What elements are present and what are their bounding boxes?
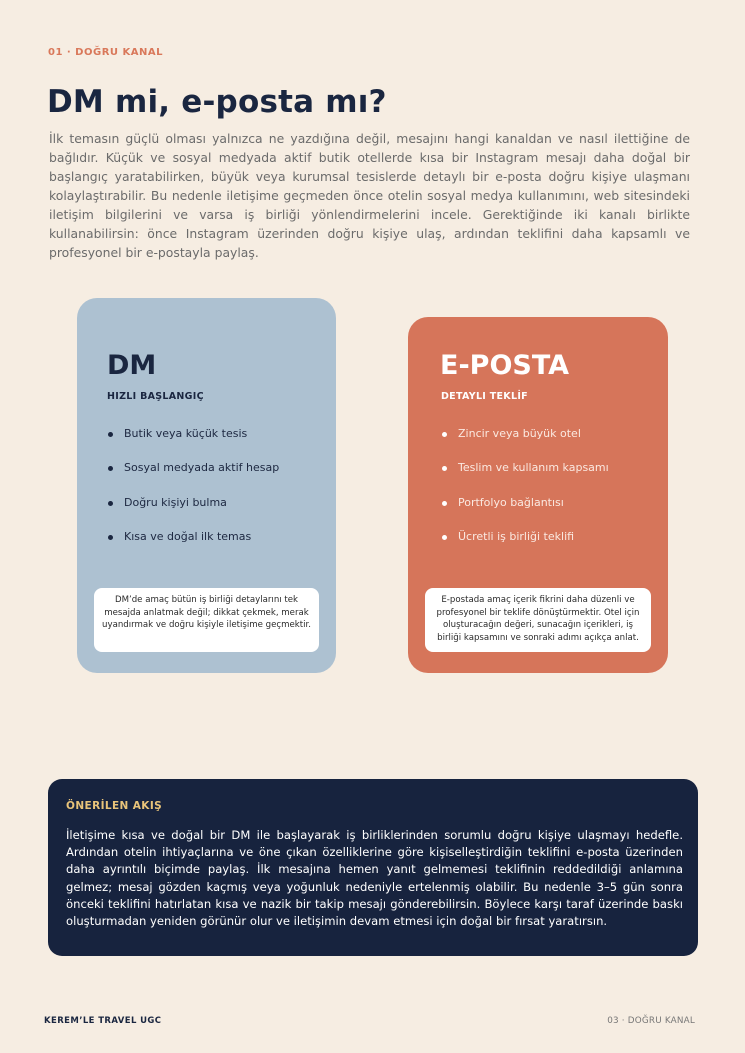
- email-card-title: E-POSTA: [440, 350, 570, 381]
- dm-card-subtitle: HIZLI BAŞLANGIÇ: [107, 391, 204, 402]
- bullet-icon: [442, 432, 447, 437]
- list-item-label: Kısa ve doğal ilk temas: [124, 529, 252, 543]
- section-kicker: 01 · DOĞRU KANAL: [48, 47, 163, 58]
- email-card-subtitle: DETAYLI TEKLİF: [441, 391, 528, 402]
- bullet-icon: [108, 501, 113, 506]
- list-item-label: Zincir veya büyük otel: [458, 427, 581, 440]
- bullet-icon: [108, 466, 113, 471]
- list-item-label: Portfolyo bağlantısı: [458, 495, 564, 509]
- page-title: DM mi, e-posta mı?: [47, 84, 387, 120]
- list-item: [441, 496, 609, 530]
- bullet-icon: [442, 535, 447, 540]
- flow-text: İletişime kısa ve doğal bir DM ile başlayarak iş birliklerinden sorumlu doğru kişiye ulaşmayı hedefle. Ardından otelin ihtiyaçlarına ve öne çıkan özelliklerine göre kişiselleştirdiğin teklifini e-posta üzerinden daha ayrıntılı biçimde paylaş. İlk mesajına hemen yanıt gelmemesi teklifinin reddedildiği anlamına gelmez; mesaj gözden kaçmış veya yoğunluk nedeniyle ertelenmiş olabilir. Bu nedenle 3–5 gün sonra önceki teklifini hatırlatan kısa ve nazik bir takip mesajı gönderebilirsin. Böylece karşı taraf üzerinde baskı oluşturmadan yeniden görünür olur ve iletişimin devam etmesi için doğal bir fırsat yaratırsın.: [66, 828, 683, 929]
- list-item-label: Teslim ve kullanım kapsamı: [458, 461, 609, 475]
- list-item: [441, 530, 609, 564]
- bullet-icon: [442, 501, 447, 506]
- email-card-note: E-postada amaç içerik fikrini daha düzenli ve profesyonel bir teklife dönüştürmektir. Otel için oluşturacağın değeri, sunacağın içerikleri, iş birliği kapsamını ve sonraki adımı açıkça anlat.: [425, 588, 651, 652]
- dm-card: [77, 298, 336, 673]
- list-item: [441, 427, 609, 461]
- list-item: [107, 461, 279, 495]
- list-item: [441, 461, 609, 495]
- list-item-label: Ücretli iş birliği teklifi: [458, 529, 575, 543]
- email-card-list: [441, 427, 609, 564]
- dm-card-list: [107, 427, 279, 564]
- bullet-icon: [108, 535, 113, 540]
- recommended-flow-box: [48, 779, 698, 956]
- footer-page-label: 03 · DOĞRU KANAL: [607, 1016, 695, 1026]
- footer-brand: KEREM’LE TRAVEL UGC: [44, 1016, 162, 1026]
- list-item-label: Doğru kişiyi bulma: [124, 495, 227, 509]
- dm-card-title: DM: [107, 350, 157, 381]
- dm-card-note: DM’de amaç bütün iş birliği detaylarını tek mesajda anlatmak değil; dikkat çekmek, merak uyandırmak ve doğru kişiyle iletişime geçmektir.: [94, 588, 319, 652]
- list-item-label: Sosyal medyada aktif hesap: [124, 461, 280, 475]
- intro-paragraph: İlk temasın güçlü olması yalnızca ne yazdığına değil, mesajını hangi kanaldan ve nasıl ilettiğine de bağlıdır. Küçük ve sosyal medyada aktif butik otellerde kısa bir Instagram mesajı daha doğal bir başlangıç yaratabilirken, büyük veya kurumsal tesislerde detaylı bir e-posta doğru kişiye ulaşmanı kolaylaştırabilir. Bu nedenle iletişime geçmeden önce otelin sosyal medya kullanımını, web sitesindeki iletişim bilgilerini ve varsa iş birliği yönlendirmelerini incele. Gerektiğinde iki kanalı birlikte kullanabilirsin: önce Instagram üzerinden doğru kişiye ulaş, ardından teklifini daha kapsamlı ve profesyonel bir e-postayla paylaş.: [49, 131, 690, 260]
- flow-label: ÖNERİLEN AKIŞ: [66, 800, 163, 812]
- list-item-label: Butik veya küçük tesis: [124, 427, 248, 440]
- bullet-icon: [442, 466, 447, 471]
- bullet-icon: [108, 432, 113, 437]
- list-item: [107, 496, 279, 530]
- email-card: [408, 317, 668, 673]
- list-item: [107, 530, 279, 564]
- list-item: [107, 427, 279, 461]
